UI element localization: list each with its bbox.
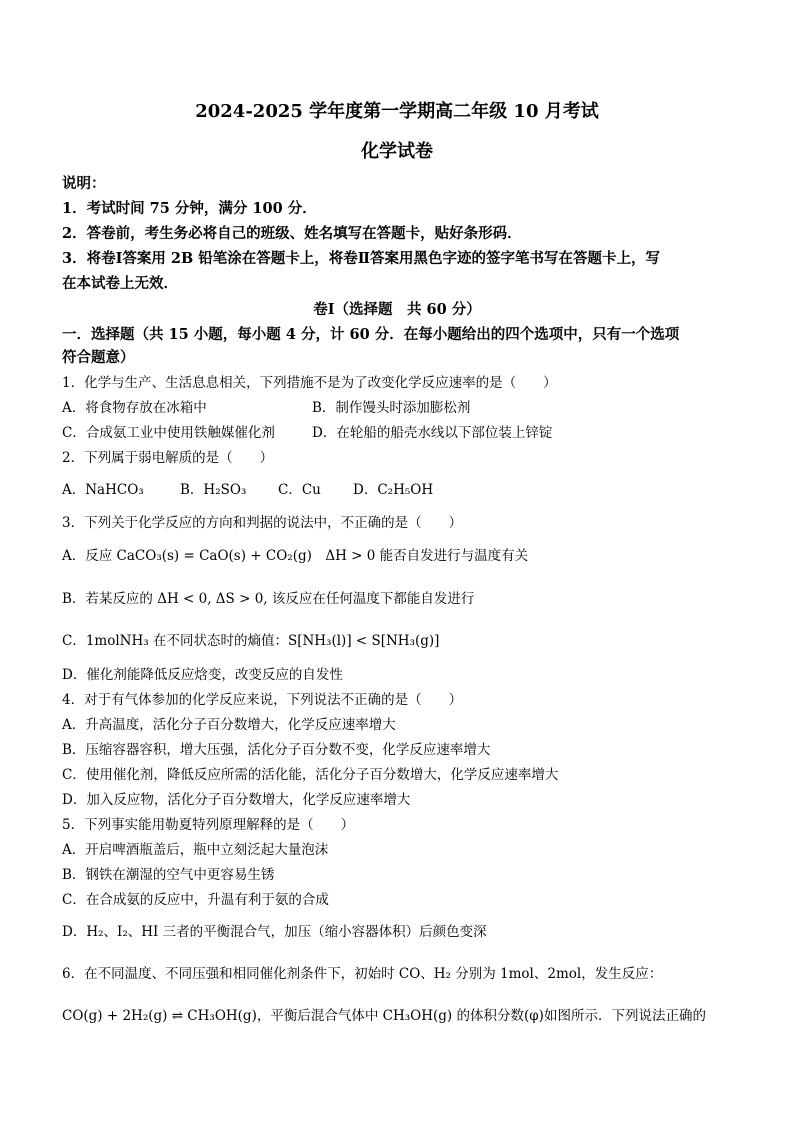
option: B．制作馒头时添加膨松剂 (312, 400, 471, 416)
section-title: 卷Ⅰ（选择题 共 60 分） (313, 301, 481, 318)
section-intro: 一．选择题（共 15 小题，每小题 4 分，计 60 分．在每小题给出的四个选项中，只有一个选项 (62, 326, 680, 343)
question-stem: 1．化学与生产、生活息息相关，下列措施不是为了改变化学反应速率的是（ ） (62, 375, 557, 391)
option: B．若某反应的 ΔH < 0, ΔS > 0, 该反应在任何温度下都能自发进行 (62, 591, 475, 607)
option: B．钢铁在潮湿的空气中更容易生锈 (62, 867, 275, 883)
option: C．合成氨工业中使用铁触媒催化剂 (62, 425, 275, 441)
question-stem: 3．下列关于化学反应的方向和判据的说法中，不正确的是（ ） (62, 515, 463, 531)
instruction-item: 在本试卷上无效． (62, 275, 178, 292)
option: D．C₂H₅OH (353, 482, 434, 498)
option: A．NaHCO₃ (62, 482, 144, 498)
exam-subtitle: 化学试卷 (361, 141, 433, 162)
option: C．Cu (278, 482, 321, 498)
instruction-item: 3．将卷Ⅰ答案用 2B 铅笔涂在答题卡上，将卷Ⅱ答案用黑色字迹的签字笔书写在答题卡上，写 (62, 250, 661, 267)
option: D．H₂、I₂、HI 三者的平衡混合气，加压（缩小容器体积）后颜色变深 (62, 924, 487, 940)
option: A．升高温度，活化分子百分数增大，化学反应速率增大 (62, 717, 396, 733)
option: B．压缩容器容积，增大压强，活化分子百分数不变，化学反应速率增大 (62, 742, 491, 758)
option: D．在轮船的船壳水线以下部位装上锌锭 (312, 425, 553, 441)
option: A．开启啤酒瓶盖后，瓶中立刻泛起大量泡沫 (62, 842, 329, 858)
instruction-item: 1．考试时间 75 分钟，满分 100 分． (62, 200, 317, 217)
option: B．H₂SO₃ (180, 482, 247, 498)
section-intro: 符合题意） (62, 349, 135, 366)
question-stem: 2．下列属于弱电解质的是（ ） (62, 450, 274, 466)
option: A．反应 CaCO₃(s) = CaO(s) + CO₂(g) ΔH > 0 能否自发进行与温度有关 (62, 548, 529, 564)
instructions-heading: 说明： (62, 175, 106, 192)
question-stem: 4．对于有气体参加的化学反应来说，下列说法不正确的是（ ） (62, 692, 463, 708)
question-stem: 5．下列事实能用勒夏特列原理解释的是（ ） (62, 817, 355, 833)
question-stem: 6．在不同温度、不同压强和相同催化剂条件下，初始时 CO、H₂ 分别为 1mol、2mol，发生反应： (62, 966, 663, 982)
option: D．加入反应物，活化分子百分数增大，化学反应速率增大 (62, 792, 411, 808)
question-stem: CO(g) + 2H₂(g) ⇌ CH₃OH(g)，平衡后混合气体中 CH₃OH(g) 的体积分数(φ)如图所示．下列说法正确的 (62, 1008, 706, 1024)
option: C．使用催化剂，降低反应所需的活化能，活化分子百分数增大，化学反应速率增大 (62, 767, 559, 783)
option: A．将食物存放在冰箱中 (62, 400, 207, 416)
option: C．1molNH₃ 在不同状态时的熵值：S[NH₃(l)] < S[NH₃(g)] (62, 633, 440, 649)
exam-title: 2024-2025 学年度第一学期高二年级 10 月考试 (195, 101, 599, 122)
option: C．在合成氨的反应中，升温有利于氨的合成 (62, 892, 329, 908)
option: D．催化剂能降低反应焓变，改变反应的自发性 (62, 667, 343, 683)
instruction-item: 2．答卷前，考生务必将自己的班级、姓名填写在答题卡，贴好条形码． (62, 225, 522, 242)
